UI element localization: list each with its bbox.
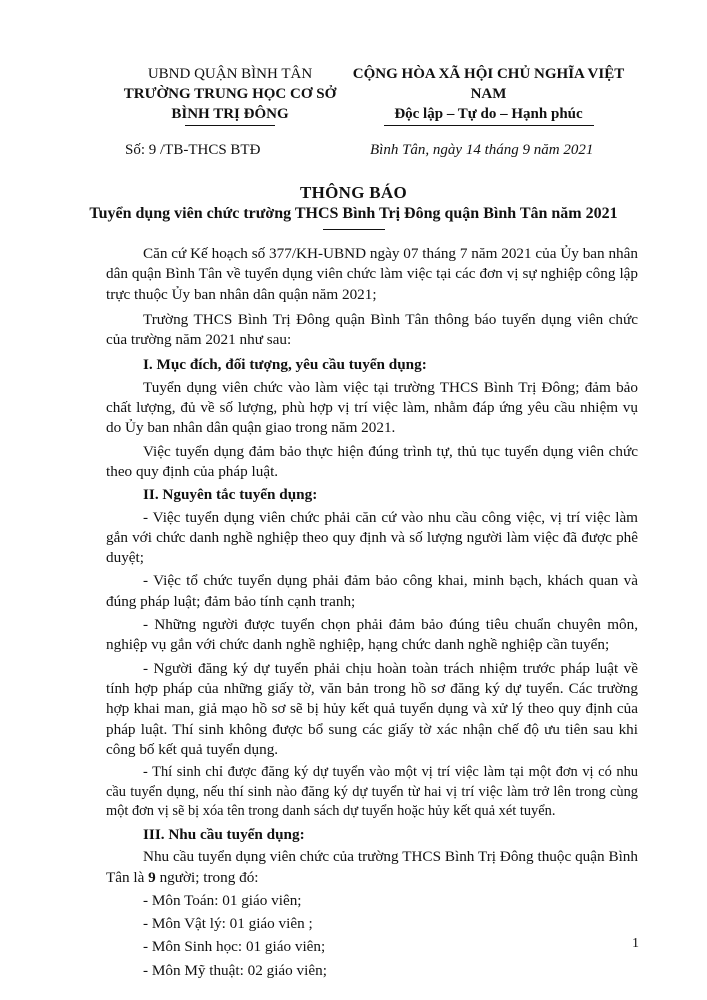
demand-item: - Môn Vật lý: 01 giáo viên ; [143, 915, 313, 933]
issuer-underline [185, 125, 275, 126]
page-number: 1 [632, 936, 639, 951]
principle-item: - Việc tuyển dụng viên chức phải căn cứ vào nhu cầu công việc, vị trí việc làm gắn với chức danh nghề nghiệp theo quy định và số lượng người làm việc đã được phê duyệt; [106, 508, 638, 567]
demand-text-end: người; trong đó: [155, 868, 259, 886]
demand-count: 9 [148, 868, 156, 886]
demand-item: - Môn Toán: 01 giáo viên; [143, 891, 302, 909]
paragraph-procedure: Việc tuyển dụng đảm bảo thực hiện đúng trình tự, thủ tục tuyển dụng viên chức theo quy định của pháp luật. [106, 442, 638, 480]
document-subtitle: Tuyển dụng viên chức trường THCS Bình Trị Đông quận Bình Tân năm 2021 [89, 205, 618, 222]
principle-item: - Việc tổ chức tuyển dụng phải đảm bảo công khai, minh bạch, khách quan và đúng pháp luật; đảm bảo tính cạnh tranh; [106, 572, 638, 610]
demand-text-start: Nhu cầu tuyển dụng viên chức của trường THCS Bình Trị Đông thuộc quận Bình Tân là [106, 848, 638, 886]
country-name: CỘNG HÒA XÃ HỘI CHỦ NGHĨA VIỆT NAM [352, 66, 625, 102]
paragraph-legal-basis: Căn cứ Kế hoạch số 377/KH-UBND ngày 07 tháng 7 năm 2021 của Ủy ban nhân dân quận Bình Tân về tuyển dụng viên chức làm việc tại các đơn vị sự nghiệp công lập trực thuộc Ủy ban nhân dân quận năm 2021; [106, 245, 638, 303]
principle-item: - Thí sinh chỉ được đăng ký dự tuyển vào một vị trí việc làm tại một đơn vị có nhu cầu tuyển dụng, nếu thí sinh nào đăng ký dự tuyển từ hai vị trí việc làm trở lên trong cùng một đơn vị sẽ bị xóa tên trong danh sách dự tuyển hoặc hủy kết quả xét tuyển. [106, 764, 638, 820]
paragraph-demand [106, 847, 638, 888]
national-motto-block [336, 64, 641, 126]
section-heading-1: I. Mục đích, đối tượng, yêu cầu tuyển dụng: [143, 356, 427, 374]
issuer-district: UBND QUẬN BÌNH TÂN [147, 66, 313, 82]
principle-item: - Người đăng ký dự tuyển phải chịu hoàn toàn trách nhiệm trước pháp luật về tính hợp pháp của những giấy tờ, văn bản trong hồ sơ đăng ký dự tuyển. Các trường hợp khai man, giả mạo hồ sơ sẽ bị hủy kết quả tuyển dụng và xử lý theo quy định của pháp luật. Thí sinh không được bổ sung các giấy tờ xác nhận chế độ ưu tiên sau khi công bố kết quả tuyển dụng. [106, 659, 638, 758]
document-body [106, 244, 638, 984]
issuer-school-line1: TRƯỜNG TRUNG HỌC CƠ SỞ [123, 86, 337, 102]
title-divider [323, 229, 385, 230]
section-heading-3: III. Nhu cầu tuyển dụng: [143, 825, 305, 843]
section-heading-2: II. Nguyên tắc tuyển dụng: [143, 486, 318, 504]
demand-item: - Môn Sinh học: 01 giáo viên; [143, 938, 326, 956]
place-date: Bình Tân, ngày 14 tháng 9 năm 2021 [370, 142, 594, 158]
issuer-school-line2: BÌNH TRỊ ĐÔNG [171, 106, 289, 122]
document-number: Số: 9 /TB-THCS BTĐ [125, 142, 261, 158]
motto-underline [384, 125, 594, 126]
issuer-block [100, 64, 360, 126]
national-motto: Độc lập – Tự do – Hạnh phúc [394, 106, 583, 122]
paragraph-intro: Trường THCS Bình Trị Đông quận Bình Tân thông báo tuyển dụng viên chức của trường năm 2021 như sau: [106, 310, 638, 349]
principle-item: - Những người được tuyển chọn phải đảm bảo đúng tiêu chuẩn chuyên môn, nghiệp vụ gắn với chức danh nghề nghiệp, hạng chức danh nghề nghiệp cần tuyển; [106, 616, 638, 654]
paragraph-purpose: Tuyển dụng viên chức vào làm việc tại trường THCS Bình Trị Đông; đảm bảo chất lượng, đủ về số lượng, phù hợp vị trí việc làm, nhằm đáp ứng yêu cầu nhiệm vụ do Ủy ban nhân dân quận giao trong năm 2021. [106, 378, 638, 437]
document-title: THÔNG BÁO [299, 183, 408, 202]
demand-item: - Môn Mỹ thuật: 02 giáo viên; [143, 961, 327, 979]
